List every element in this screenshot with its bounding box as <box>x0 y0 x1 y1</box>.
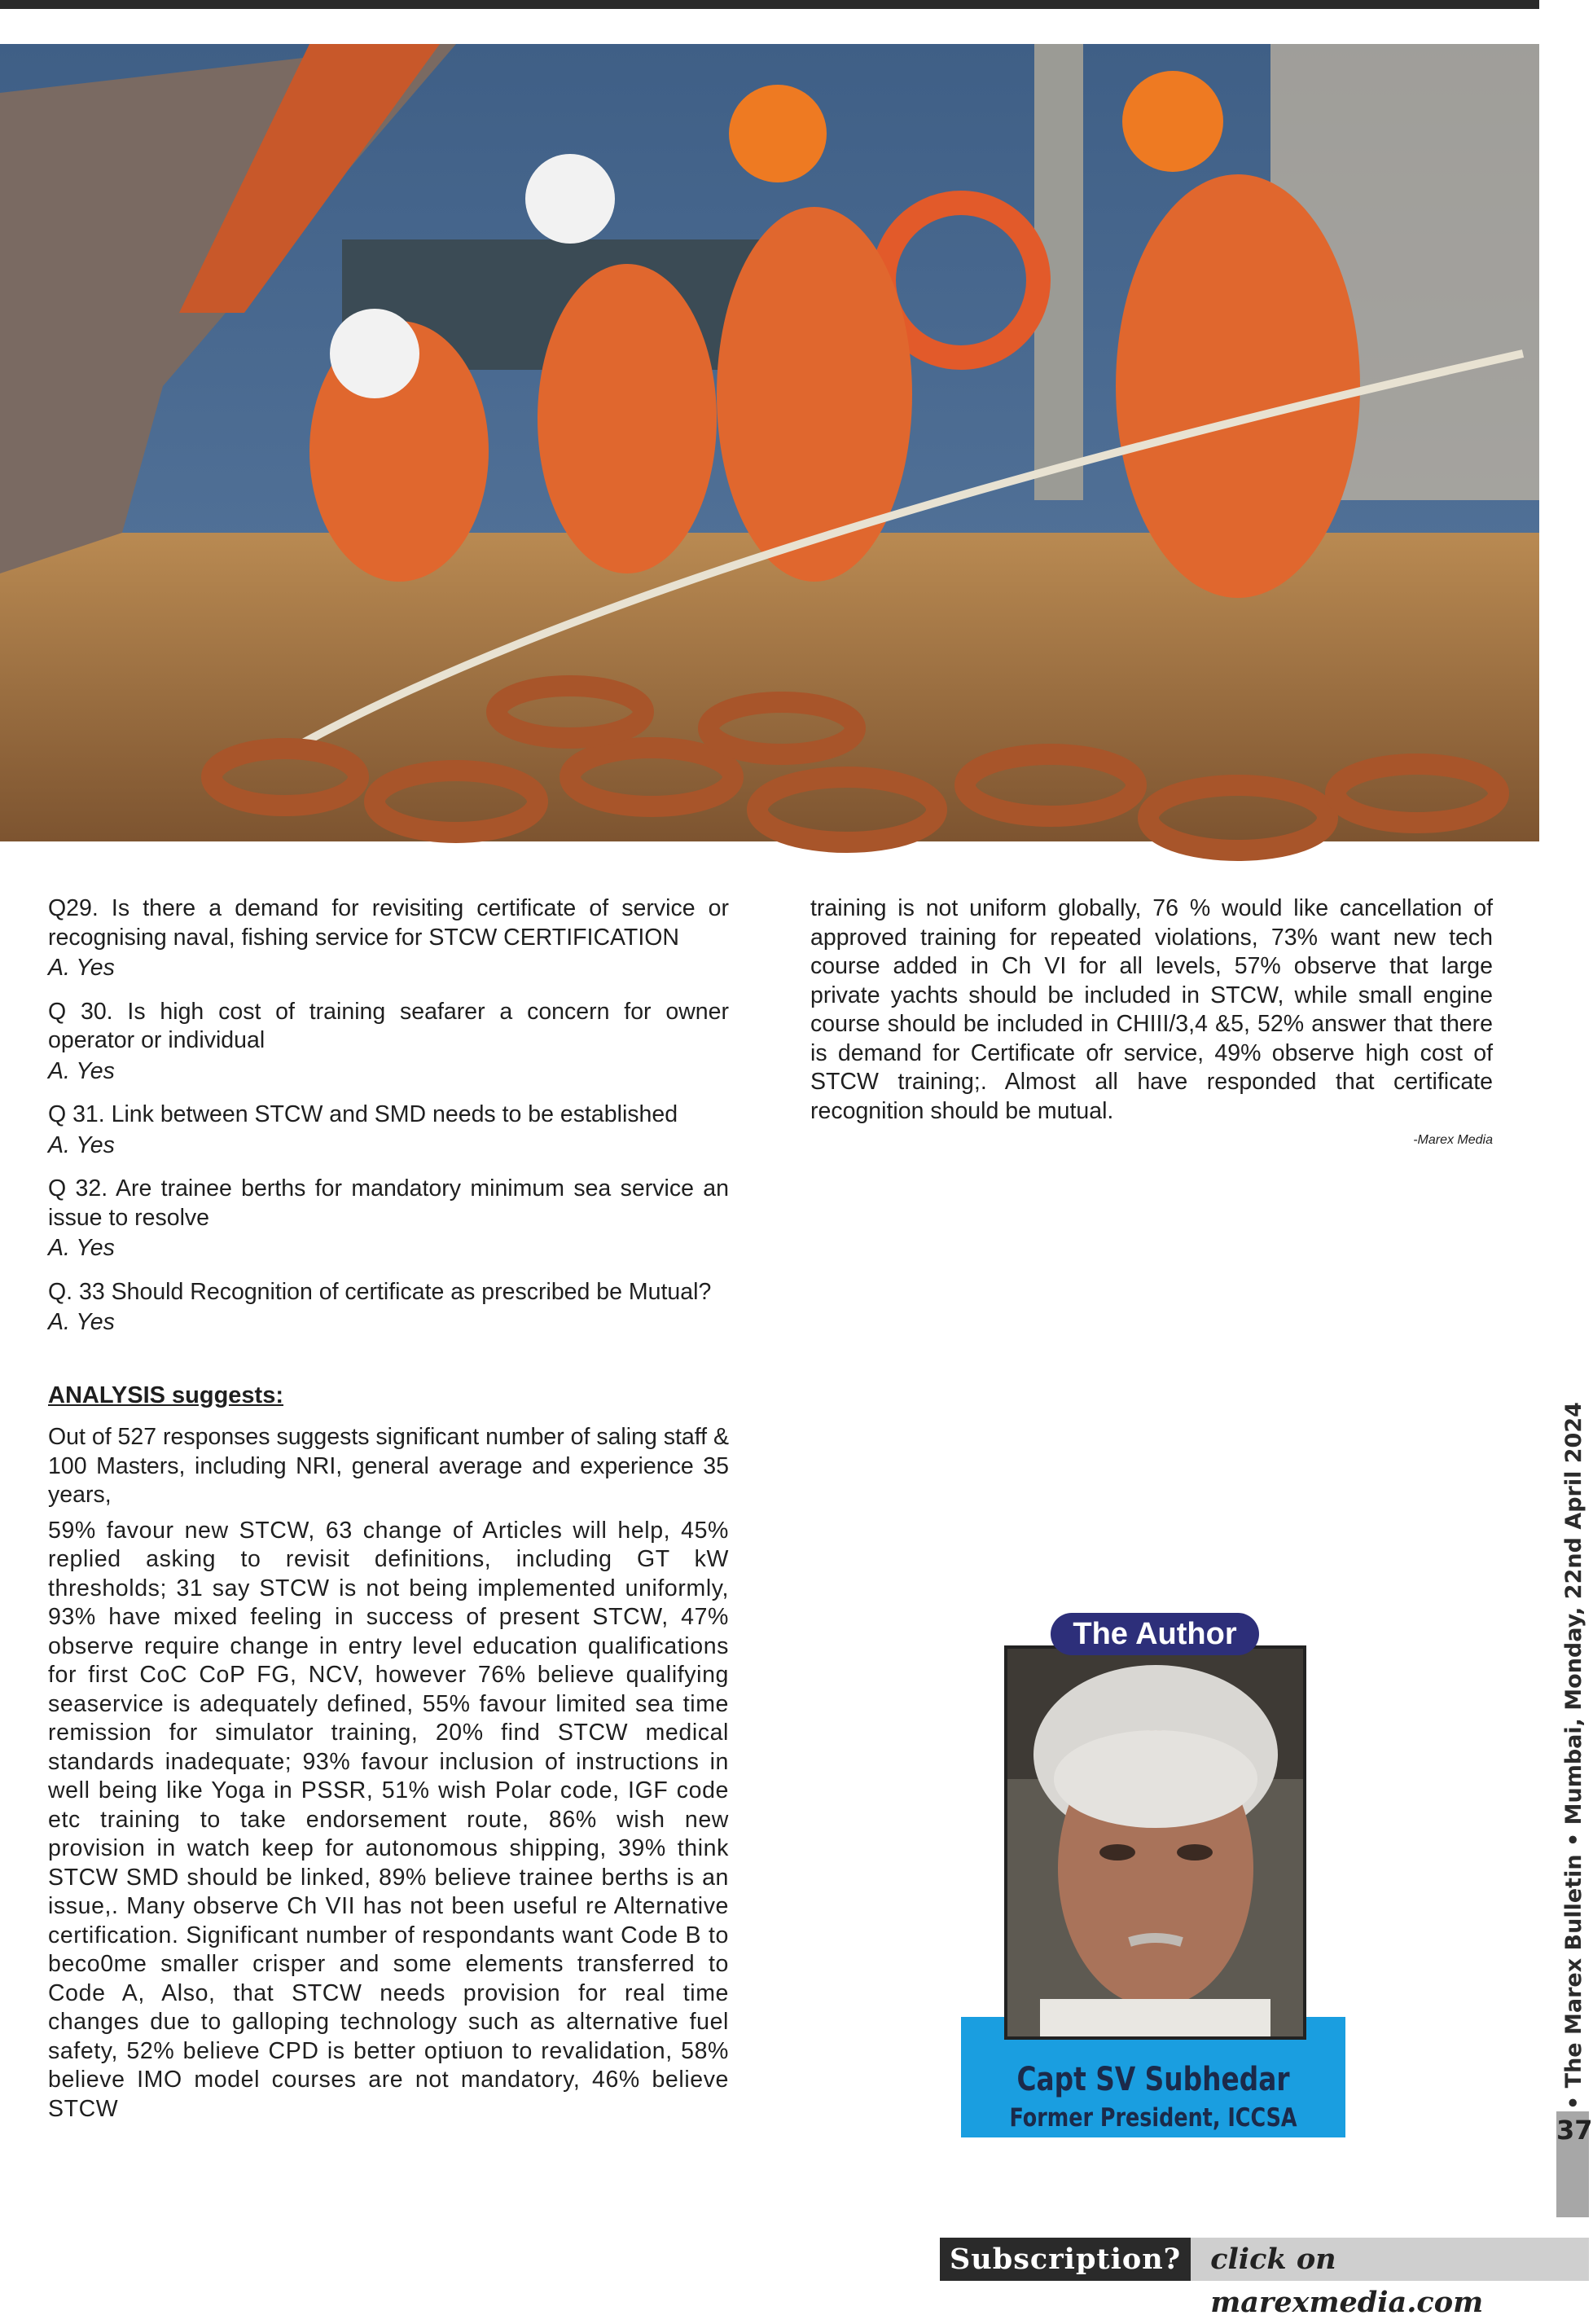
qa-item <box>48 1175 729 1263</box>
question-text: Q 30. Is high cost of training seafarer a concern for owner operator or individual <box>48 998 729 1053</box>
subscription-button[interactable]: Subscription? <box>940 2238 1191 2281</box>
answer-text: A. Yes <box>48 1309 115 1335</box>
author-photo <box>1004 1645 1306 2040</box>
analysis-heading: ANALYSIS suggests: <box>48 1382 283 1408</box>
question-text: Q 32. Are trainee berths for mandatory minimum sea service an issue to resolve <box>48 1175 729 1231</box>
question-text: Q 31. Link between STCW and SMD needs to be established <box>48 1101 678 1127</box>
qa-item <box>48 1278 729 1338</box>
question-text: Q. 33 Should Recognition of certificate as prescribed be Mutual? <box>48 1278 712 1305</box>
page-number: 37 <box>1556 2115 1593 2146</box>
question-text: Q29. Is there a demand for revisiting certificate of service or recognising naval, fishing service for STCW CERTIFICATION <box>48 895 729 951</box>
photo-seafarers-hauling-chain-icon <box>0 44 1539 841</box>
right-column <box>810 894 1493 1149</box>
subscription-footer <box>940 2238 1589 2319</box>
analysis-paragraph-1: Out of 527 responses suggests significant number of saling staff & 100 Masters, including NRI, general average and experience 35 years, <box>48 1424 729 1508</box>
answer-text: A. Yes <box>48 1057 115 1084</box>
author-role: Former President, ICCSA <box>1009 2103 1297 2133</box>
analysis-paragraph-continued: training is not uniform globally, 76 % would like cancellation of approved training for repeated violations, 73% want new tech course added in Ch VI for all levels, 57% observe that large private yachts should be included in STCW, while small engine course should be included in CHIII/3,4 &5, 52% answer that there is demand for Certificate ofr service, 49% observe high cost of STCW training;. Almost all have responded that certificate recognition should be mutual. <box>810 895 1493 1124</box>
hero-photo <box>0 44 1539 841</box>
left-column <box>48 894 729 2130</box>
answer-text: A. Yes <box>48 1235 115 1261</box>
author-box <box>961 1613 1345 2155</box>
answer-text: A. Yes <box>48 1131 115 1158</box>
top-rule <box>0 0 1539 9</box>
author-name: Capt SV Subhedar <box>1016 2061 1290 2098</box>
author-badge: The Author <box>1051 1613 1259 1655</box>
answer-text: A. Yes <box>48 955 115 981</box>
subscription-link[interactable]: click on marexmedia.com <box>1191 2238 1589 2281</box>
qa-item <box>48 998 729 1087</box>
publication-line: • The Marex Bulletin • Mumbai, Monday, 22nd April 2024 <box>1561 1402 1586 2110</box>
qa-item <box>48 894 729 983</box>
author-portrait-icon <box>1007 1649 1303 2036</box>
analysis-paragraph-2: 59% favour new STCW, 63 change of Articles will help, 45% replied asking to revisit definitions, including GT kW thresholds; 31 say STCW is not being implemented uniformly, 93% have mixed feeling in success of present STCW, 47% observe require change in entry level education qualifications for first CoC CoP FG, NCV, however 76% believe qualifying seaservice is adequately defined, 55% favour limited sea time remission for simulator training, 20% find STCW medical standards inadequate; 93% favour inclusion of instructions in well being like Yoga in PSSR, 51% wish Polar code, IGF code etc training to take endorsement route, 86% wish new provision in watch keep for autonomous shipping, 39% think STCW SMD should be linked, 89% believe trainee berths is an issue,. Many observe Ch VII has not been useful re Alternative certification. Significant number of respondants want Code B to beco0me smaller crisper and some elements transferred to Code A, Also, that STCW needs provision for real time changes due to galloping technology such as alternative fuel safety, 52% believe CPD is better optiuon to revalidation, 58% believe IMO model courses are not mandatory, 46% believe STCW <box>48 1517 729 2122</box>
qa-item <box>48 1100 729 1160</box>
article-credit: -Marex Media <box>1413 1133 1493 1147</box>
